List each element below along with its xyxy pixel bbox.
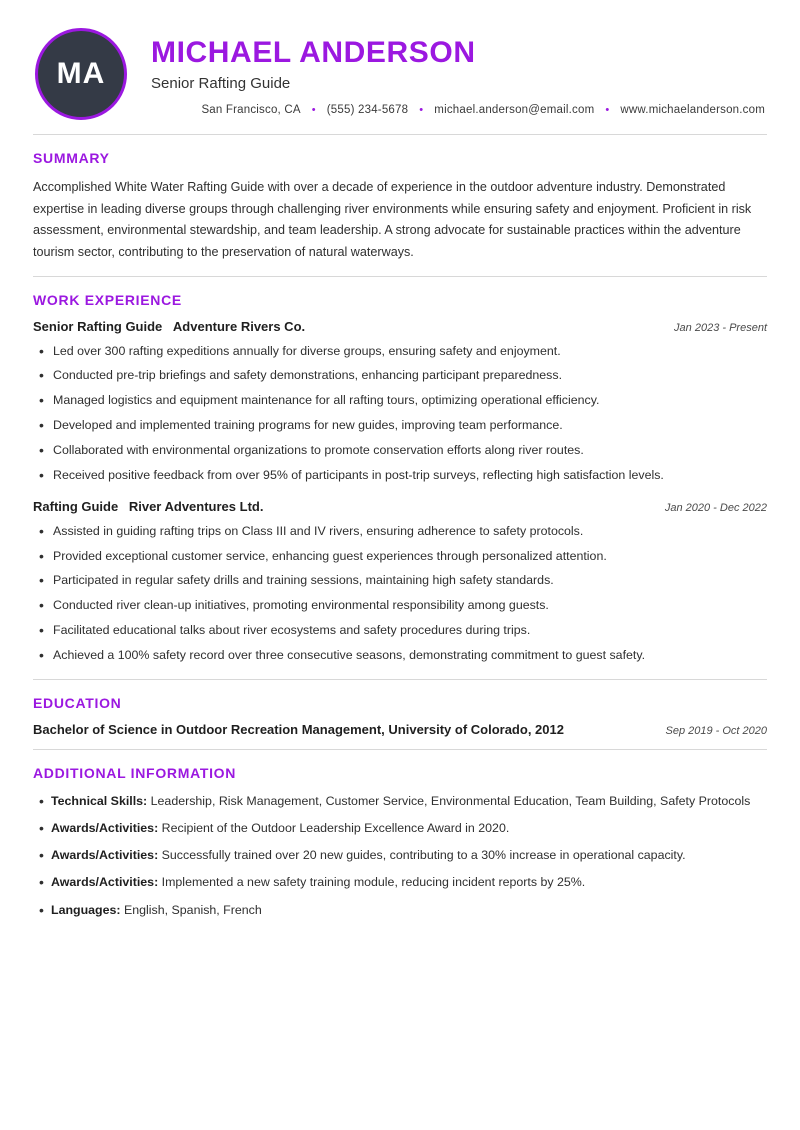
list-item: [51, 792, 767, 811]
job-bullet-list: [33, 522, 767, 665]
info-label: Technical Skills:: [51, 793, 148, 808]
job-company: Adventure Rivers Co.: [172, 318, 306, 334]
list-item: • Achieved a 100% safety record over three consecutive seasons, demonstrating commitment to guest safety.: [51, 646, 767, 665]
bullet-separator-icon: •: [605, 103, 610, 116]
info-value: Recipient of the Outdoor Leadership Excellence Award in 2020.: [161, 820, 510, 835]
contact-location: San Francisco, CA: [201, 104, 301, 116]
contact-website[interactable]: www.michaelanderson.com: [620, 104, 765, 116]
info-value: Successfully trained over 20 new guides, contributing to a 30% increase in operational capacity.: [161, 848, 686, 863]
section-summary: [33, 135, 767, 276]
list-item: [51, 873, 767, 892]
job-header: [33, 319, 767, 334]
list-item: • Received positive feedback from over 95% of participants in post-trip surveys, reflecting high satisfaction levels.: [51, 466, 767, 485]
header-job-title: Senior Rafting Guide: [151, 75, 291, 92]
list-item: [51, 819, 767, 838]
job-dates: Jan 2023 - Present: [674, 321, 767, 334]
job-role: Senior Rafting Guide: [33, 318, 163, 334]
job-role: Rafting Guide: [33, 498, 119, 514]
bullet-separator-icon: •: [419, 103, 424, 116]
education-entry: [33, 722, 767, 737]
job-entry: [33, 319, 767, 485]
list-item: • Developed and implemented training programs for new guides, improving team performance.: [51, 416, 767, 435]
education-degree: Bachelor of Science in Outdoor Recreation Management, University of Colorado, 2012: [33, 721, 564, 737]
section-title-work-experience: WORK EXPERIENCE: [33, 291, 182, 308]
header-text-block: [129, 26, 767, 116]
job-title-line: [33, 319, 305, 334]
contact-email[interactable]: michael.anderson@email.com: [434, 104, 595, 116]
list-item: • Participated in regular safety drills and training sessions, maintaining high safety standards.: [51, 571, 767, 590]
list-item: • Facilitated educational talks about river ecosystems and safety procedures during trips.: [51, 621, 767, 640]
education-dates: Sep 2019 - Oct 2020: [665, 724, 767, 737]
list-item: • Assisted in guiding rafting trips on Class III and IV rivers, ensuring adherence to safety protocols.: [51, 522, 767, 541]
section-title-summary: SUMMARY: [33, 150, 110, 166]
list-item: • Conducted river clean-up initiatives, promoting environmental responsibility among guests.: [51, 596, 767, 615]
list-item: • Collaborated with environmental organizations to promote conservation efforts along river routes.: [51, 441, 767, 460]
section-title-education: EDUCATION: [33, 694, 122, 711]
section-title-additional-information: ADDITIONAL INFORMATION: [33, 764, 237, 781]
additional-info-list: [33, 792, 767, 920]
section-education: [33, 680, 767, 749]
job-header: [33, 499, 767, 514]
avatar-container: [33, 26, 129, 120]
info-label: Awards/Activities:: [51, 875, 159, 890]
avatar: MA: [35, 28, 127, 120]
info-label: Languages:: [51, 902, 121, 917]
job-company: River Adventures Ltd.: [128, 498, 264, 514]
job-title-line: [33, 499, 263, 514]
resume-header: [33, 26, 767, 134]
contact-phone: (555) 234-5678: [326, 104, 409, 116]
info-value: Leadership, Risk Management, Customer Service, Environmental Education, Team Building, Safety Protocols: [150, 793, 751, 808]
list-item: • Led over 300 rafting expeditions annually for diverse groups, ensuring safety and enjoyment.: [51, 342, 767, 361]
list-item: • Provided exceptional customer service, enhancing guest experiences through personalized attention.: [51, 547, 767, 566]
list-item: [51, 901, 767, 920]
list-item: [51, 846, 767, 865]
list-item: • Conducted pre-trip briefings and safety demonstrations, enhancing participant preparedness.: [51, 366, 767, 385]
page-title: MICHAEL ANDERSON: [151, 36, 476, 69]
list-item: • Managed logistics and equipment maintenance for all rafting tours, optimizing operational efficiency.: [51, 391, 767, 410]
job-entry: [33, 499, 767, 665]
info-value: English, Spanish, French: [124, 902, 262, 917]
info-label: Awards/Activities:: [51, 848, 159, 863]
job-dates: Jan 2020 - Dec 2022: [664, 501, 767, 514]
job-bullet-list: [33, 342, 767, 485]
section-additional-information: [33, 750, 767, 932]
info-label: Awards/Activities:: [51, 820, 159, 835]
info-value: Implemented a new safety training module, reducing incident reports by 25%.: [161, 875, 586, 890]
section-work-experience: [33, 277, 767, 679]
bullet-separator-icon: •: [311, 103, 316, 116]
summary-text: Accomplished White Water Rafting Guide with over a decade of experience in the outdoor adventure industry. Demonstrated expertise in leading diverse groups through challenging river environments while ensuring safety and enjoyment. Proficient in risk assessment, environmental stewardship, and team leadership. A strong advocate for sustainable practices within the adventure tourism sector, contributing to the preservation of natural waterways.: [33, 180, 752, 259]
contact-line: [151, 104, 767, 116]
